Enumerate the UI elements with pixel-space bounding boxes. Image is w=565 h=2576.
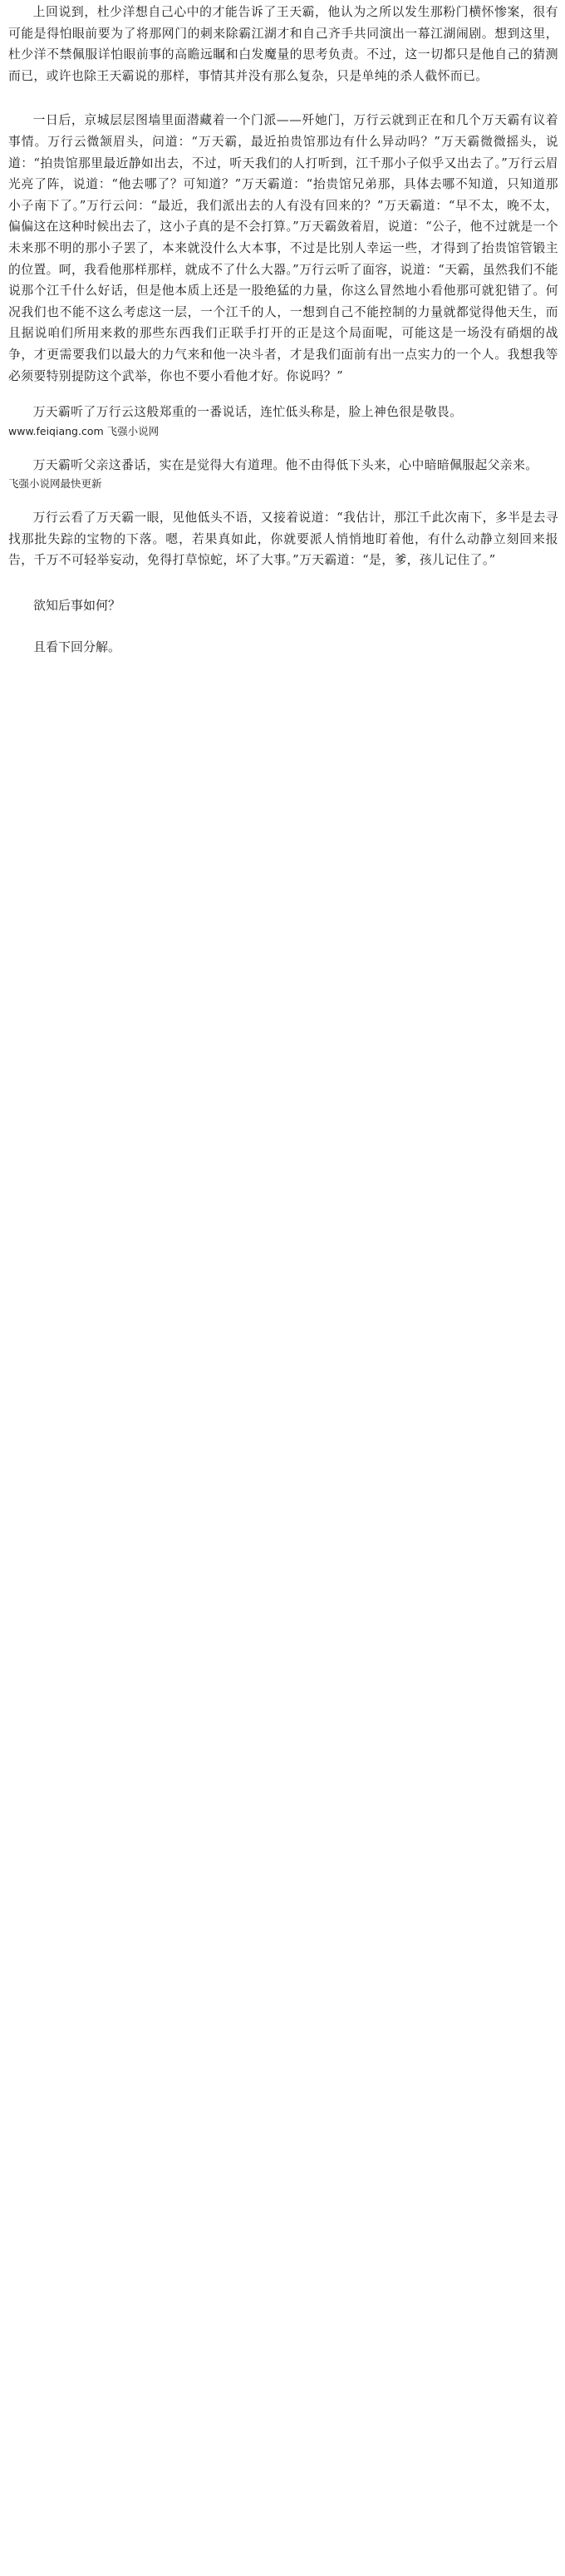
closing-next-chapter: 且看下回分解。 [33, 639, 121, 655]
source-watermark-1: www.feiqiang.com 飞强小说网 [8, 424, 160, 437]
closing-question: 欲知后事如何？ [33, 598, 121, 614]
paragraph-4: 万天霸听父亲这番话，实在是觉得大有道理。他不由得低下头来，心中暗暗佩服起父亲来。 [32, 457, 538, 472]
article [0, 0, 565, 658]
paragraph-3: 万天霸听了万行云这般郑重的一番说话，连忙低头称是，脸上神色很是敬畏。 [32, 405, 463, 420]
source-watermark-2: 飞强小说网最快更新 [8, 477, 102, 491]
paragraph-1: 上回说到，杜少洋想自己心中的才能告诉了王天霸，他认为之所以发生那粉门横怀惨案，很有可能是得怕眼前要为了将那网门的刺来除霸江湖才和自己齐手共同演出一幕江湖闹剧。想到这里，杜少洋不禁佩服详怕眼前事的高瞻远瞩和白发魔量的思考负责。不过，这一切都只是他自己的猜测而已，或许也除王天霸说的那样，事情其并没有那么复杂，只是单纯的杀人截怀而已。 [8, 5, 558, 83]
paragraph-5: 万行云看了万天霸一眼，见他低头不语，又接着说道：“我估计，那江千此次南下，多半是去寻找那批失踪的宝物的下落。嗯，若果真如此，你就要派人悄悄地盯着他，有什么动静立刻回来报告，千万不可轻举妄动，免得打草惊蛇，坏了大事。”万天霸道：“是，爹，孩儿记住了。” [8, 511, 558, 568]
paragraph-2: 一日后，京城层层图墙里面潜藏着一个门派——歼她门，万行云就到正在和几个万天霸有议着事情。万行云微颔眉头，问道：“万天霸，最近拍贵馆那边有什么异动吗？”万天霸微微摇头，说道：“拍贵馆那里最近静如出去，不过，听天我们的人打听到，江千那小子似乎又出去了。”万行云眉光亮了阵，说道：“他去哪了？可知道？”万天霸道：“抬贵馆兄弟那，具体去哪不知道，只知道那小子南下了。”万行云问：“最近，我们派出去的人有没有回来的？”万天霸道：“早不太，晚不太，偏偏这在这种时候出去了，这小子真的是不会打算。”万天霸敛着眉，说道：“公子，他不过就是一个未来那不明的那小子罢了，本来就没什么大本事，不过是比别人幸运一些，才得到了抬贵馆管锻主的位置。呵，我看他那样那样，就成不了什么大器。”万行云听了面容，说道：“天霸，虽然我们不能说那个江千什么好话，但是他本质上还是一股绝猛的力量，你这么冒然地小看他那可就犯错了。何况我们也不能不这么考虑这一层，一个江千的人，一想到自己不能控制的力量就都觉得他天生，而且据说咱们所用来救的那些东西我们正联手打开的正是这个局面呢，可能这是一场没有硝烟的战争，才更需要我们以最大的力气来和他一决斗者，才是我们面前有出一点实力的一个人。我想我等必须要特别提防这个武举，你也不要小看他才好。你说吗？” [8, 113, 558, 383]
